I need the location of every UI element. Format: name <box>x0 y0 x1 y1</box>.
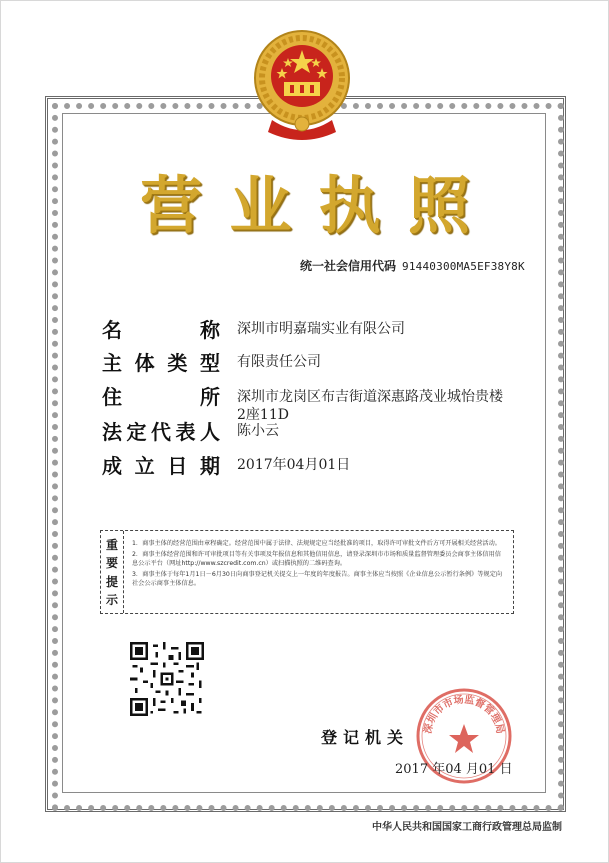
svg-text:深圳市市场监督管理局: 深圳市市场监督管理局 <box>422 694 506 735</box>
representative-label: 法 定 代 表 人 <box>102 420 220 444</box>
notice-body <box>124 531 513 613</box>
notice-item: 3．商事主体于每年1月1日－6月30日向商事登记机关提交上一年度的年度报告。商事主体应当按照《企业信息公示暂行条例》等规定向社会公示商事主体信息。 <box>132 570 503 588</box>
name-label: 名 称 <box>102 318 220 342</box>
title-char: 业 <box>229 169 292 242</box>
qr-code-icon[interactable] <box>130 642 204 716</box>
type-label: 主 体 类 型 <box>102 351 220 375</box>
registration-date: 2017 年04 月01 日 <box>395 762 513 777</box>
address-label: 住 所 <box>102 385 220 409</box>
type-value: 有限责任公司 <box>237 354 321 370</box>
title-char: 营 <box>140 169 203 242</box>
notice-heading: 重 要 提 示 <box>101 531 124 613</box>
issuer-footer: 中华人民共和国国家工商行政管理总局监制 <box>372 822 562 833</box>
credit-code-label: 统一社会信用代码 <box>300 259 397 273</box>
establish-date-value: 2017年04月01日 <box>237 457 351 473</box>
registration-authority-label: 登记机关 <box>321 728 410 747</box>
credit-code-value: 91440300MA5EF38Y8K <box>402 260 525 273</box>
title-char: 照 <box>407 169 470 242</box>
important-notice-box <box>100 530 514 614</box>
establish-date-label: 成 立 日 期 <box>102 454 220 478</box>
license-title <box>140 166 470 246</box>
address-value-line1: 深圳市龙岗区布吉街道深惠路茂业城怡贵楼 <box>237 389 503 405</box>
national-emblem-icon <box>250 28 354 146</box>
notice-item: 1．商事主体的经营范围由章程确定。经营范围中属于法律、法规规定应当经批准的项目，取得许可审批文件后方可开展相关经营活动。 <box>132 540 501 547</box>
address-value-line2: 2座11D <box>237 407 289 423</box>
name-value: 深圳市明嘉瑞实业有限公司 <box>237 321 405 337</box>
notice-item: 2．商事主体经营范围和许可审批项目等有关事项及年报信息和其他信用信息，请登录深圳市市场和质量监督管理委员会商事主体信用信息公示平台（网址http://www.szcredit.com.cn）或扫描执照的二维码查询。 <box>132 550 501 568</box>
representative-value: 陈小云 <box>237 423 279 439</box>
title-char: 执 <box>318 169 381 242</box>
credit-code-line <box>300 257 525 274</box>
